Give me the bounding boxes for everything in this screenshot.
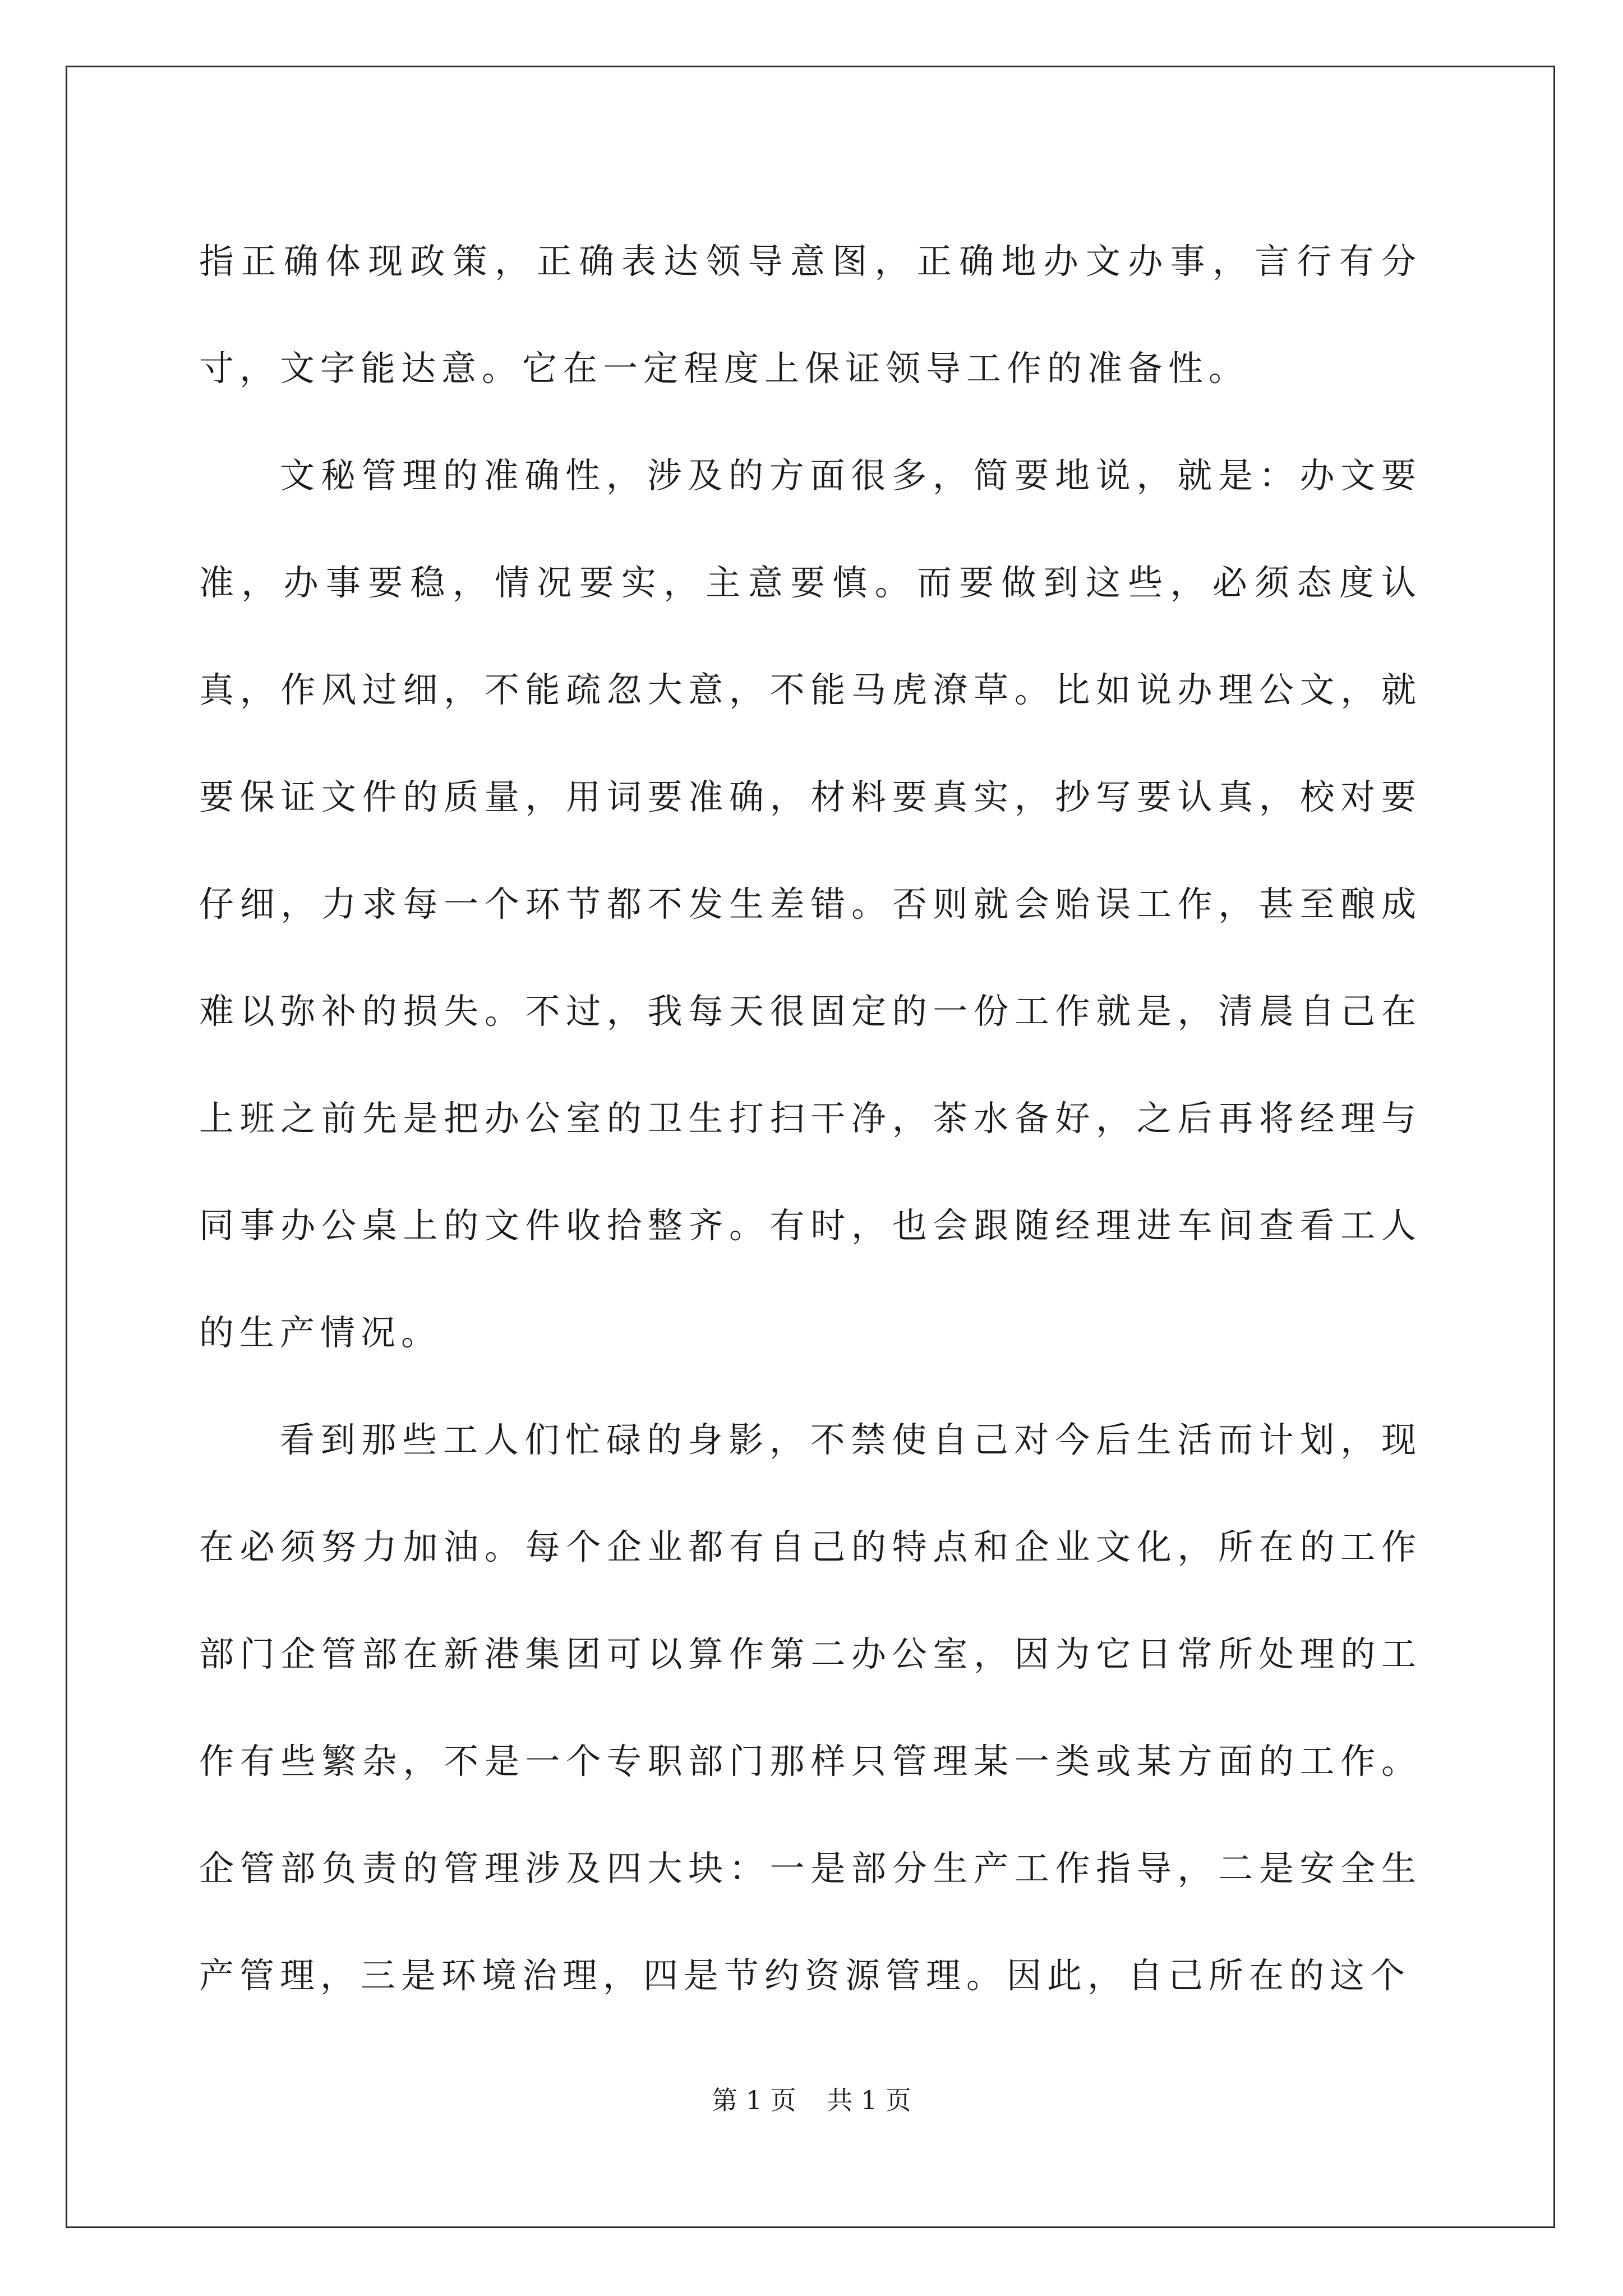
paragraph-3: 看到那些工人们忙碌的身影，不禁使自己对今后生活而计划，现在必须努力加油。每个企业都有自己的特点和企业文化，所在的工作部门企管部在新港集团可以算作第二办公室，因为它日常所处理的工作有些繁杂，不是一个专职部门那样只管理某一类或某方面的工作。企管部负责的管理涉及四大块：一是部分生产工作指导，二是安全生产管理，三是环境治理，四是节约资源管理。因此，自己所在的这个	[199, 1419, 1422, 1996]
paragraph-1: 指正确体现政策，正确表达领导意图，正确地办文办事，言行有分寸，文字能达意。它在一定程度上保证领导工作的准备性。	[199, 241, 1422, 389]
page-footer	[0, 2083, 1623, 2117]
paragraph-2: 文秘管理的准确性，涉及的方面很多，简要地说，就是：办文要准，办事要稳，情况要实，主意要慎。而要做到这些，必须态度认真，作风过细，不能疏忽大意，不能马虎潦草。比如说办理公文，就要保证文件的质量，用词要准确，材料要真实，抄写要认真，校对要仔细，力求每一个环节都不发生差错。否则就会贻误工作，甚至酿成难以弥补的损失。不过，我每天很固定的一份工作就是，清晨自己在上班之前先是把办公室的卫生打扫干净，茶水备好，之后再将经理与同事办公桌上的文件收拾整齐。有时，也会跟随经理进车间查看工人的生产情况。	[199, 455, 1422, 1353]
page-total: 共 1 页	[827, 2085, 911, 2115]
page-number: 第 1 页	[712, 2085, 796, 2115]
document-body	[199, 208, 1422, 2029]
